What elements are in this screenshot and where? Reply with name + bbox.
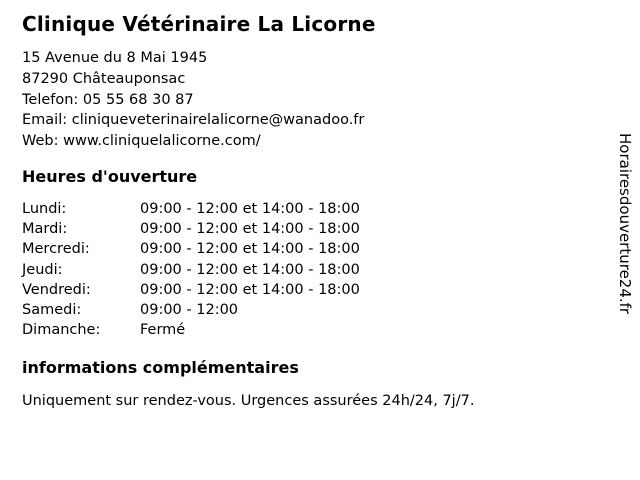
day-hours: 09:00 - 12:00 bbox=[140, 302, 239, 318]
additional-info-heading: informations complémentaires bbox=[22, 358, 299, 378]
email-line: Email: cliniqueveterinairelalicorne@wanadoo.fr bbox=[22, 112, 365, 129]
hours-row-monday bbox=[22, 199, 360, 219]
day-label: Vendredi: bbox=[22, 281, 91, 298]
day-label: Jeudi: bbox=[22, 261, 63, 278]
day-hours: 09:00 - 12:00 et 14:00 - 18:00 bbox=[140, 221, 360, 238]
address-city: 87290 Châteauponsac bbox=[22, 70, 186, 87]
additional-info-text: Uniquement sur rendez-vous. Urgences assurées 24h/24, 7j/7. bbox=[22, 393, 475, 410]
hours-row-wednesday bbox=[22, 239, 360, 259]
day-hours: 09:00 - 12:00 et 14:00 - 18:00 bbox=[140, 241, 360, 258]
hours-row-saturday bbox=[22, 300, 360, 320]
hours-row-tuesday bbox=[22, 219, 360, 239]
day-hours: Fermé bbox=[140, 322, 186, 339]
watermark-brand: Horairesdouverture24.fr bbox=[616, 133, 634, 315]
hours-row-sunday bbox=[22, 320, 360, 340]
page-title: Clinique Vétérinaire La Licorne bbox=[22, 12, 376, 36]
day-hours: 09:00 - 12:00 et 14:00 - 18:00 bbox=[140, 261, 360, 278]
day-hours: 09:00 - 12:00 et 14:00 - 18:00 bbox=[140, 200, 360, 217]
hours-row-thursday bbox=[22, 260, 360, 280]
address-street: 15 Avenue du 8 Mai 1945 bbox=[22, 50, 208, 66]
day-label: Samedi: bbox=[22, 302, 82, 318]
day-label: Mardi: bbox=[22, 221, 68, 238]
day-label: Dimanche: bbox=[22, 322, 101, 339]
day-label: Mercredi: bbox=[22, 241, 90, 258]
opening-hours-table bbox=[22, 199, 360, 340]
day-hours: 09:00 - 12:00 et 14:00 - 18:00 bbox=[140, 281, 360, 298]
hours-heading: Heures d'ouverture bbox=[22, 166, 198, 186]
web-line: Web: www.cliniquelalicorne.com/ bbox=[22, 133, 261, 150]
day-label: Lundi: bbox=[22, 200, 67, 217]
hours-row-friday bbox=[22, 280, 360, 300]
contact-block bbox=[22, 48, 600, 152]
phone-line: Telefon: 05 55 68 30 87 bbox=[22, 91, 194, 108]
